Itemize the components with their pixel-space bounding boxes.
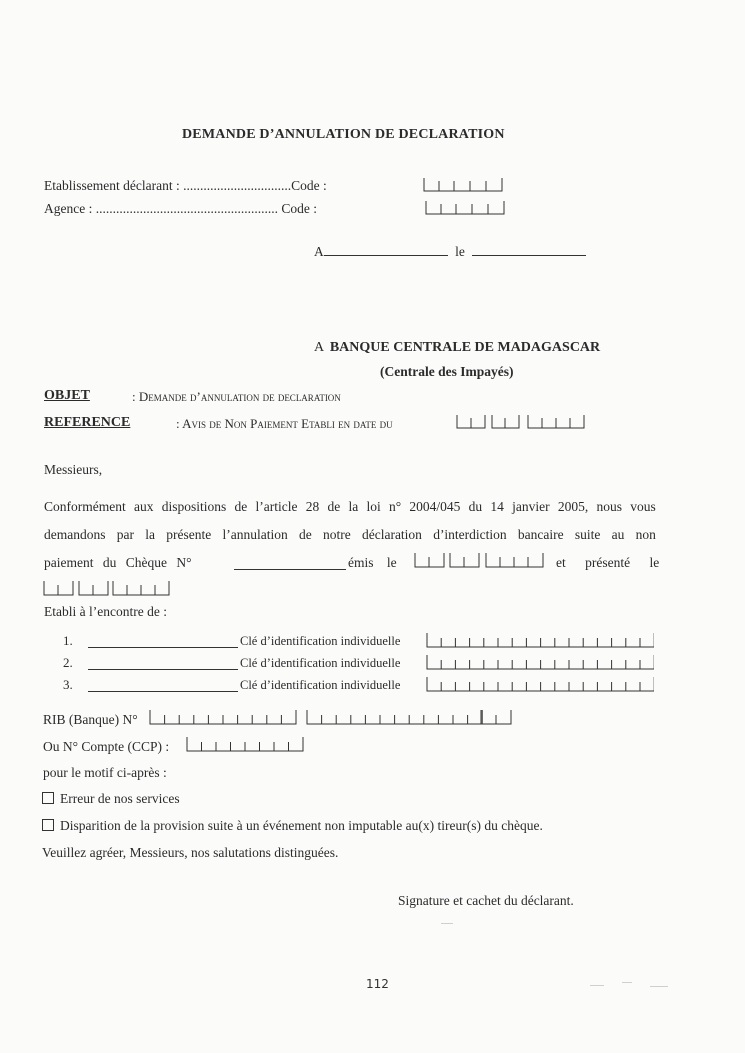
option-1-checkbox[interactable] <box>42 792 54 804</box>
scan-mark <box>590 985 604 986</box>
item-2-name-field[interactable] <box>88 657 238 670</box>
agence-code-boxes[interactable] <box>425 199 505 219</box>
objet-label: OBJET <box>44 388 90 403</box>
place-date-row <box>314 243 586 260</box>
item-1-number: 1. <box>63 633 73 648</box>
paragraph-word: notre <box>322 527 351 542</box>
etabli-label: Etabli à l’encontre de : <box>44 604 167 619</box>
ccp-boxes[interactable] <box>186 735 306 756</box>
rib-label: RIB (Banque) N° <box>43 712 138 727</box>
emis-date-boxes[interactable] <box>414 551 546 572</box>
paragraph-word: la <box>145 527 155 542</box>
item-3-cle-label: Clé d’identification individuelle <box>240 678 401 692</box>
reference-date-boxes[interactable] <box>456 413 586 433</box>
paragraph-word: non <box>635 527 656 542</box>
item-2-number: 2. <box>63 655 73 670</box>
scan-mark <box>622 982 632 983</box>
paragraph-word: par <box>116 527 134 542</box>
option-2-label: Disparition de la provision suite à un événement non imputable au(x) tireur(s) du chèque. <box>60 818 543 833</box>
paragraph-line-1 <box>44 499 656 515</box>
etablissement-label: Etablissement déclarant : <box>44 178 180 193</box>
item-3-number: 3. <box>63 677 73 692</box>
date-field[interactable] <box>472 243 586 256</box>
recipient-department: (Centrale des Impayés) <box>380 364 514 379</box>
objet-value: : Demande d’annulation de declaration <box>132 389 341 404</box>
etablissement-field[interactable]: ................................ <box>183 178 292 193</box>
paragraph-word: dispositions <box>161 499 227 514</box>
option-1[interactable] <box>42 791 180 807</box>
etablissement-code-label: Code : <box>291 178 327 193</box>
paragraph-word: n° <box>389 499 402 514</box>
item-1-cle-label: Clé d’identification individuelle <box>240 634 401 648</box>
motif-label: pour le motif ci-après : <box>43 765 167 780</box>
paragraph-word: Conformément <box>44 499 126 514</box>
recipient-line <box>314 340 600 356</box>
paragraph-word: l’article <box>255 499 298 514</box>
paragraph-word: la <box>348 499 359 514</box>
paragraph-word: 28 <box>305 499 320 514</box>
item-1-name-field[interactable] <box>88 635 238 648</box>
option-2[interactable] <box>42 818 543 834</box>
rib-boxes[interactable] <box>149 708 515 729</box>
paragraph-word: d’interdiction <box>433 527 507 542</box>
paragraph-word: bancaire <box>517 527 564 542</box>
paragraph-word: 14 <box>490 499 504 514</box>
paragraph-word: 2005, <box>557 499 589 514</box>
cheque-number-field[interactable] <box>234 557 346 570</box>
closing-sentence: Veuillez agréer, Messieurs, nos salutations distinguées. <box>42 845 339 860</box>
etablissement-row <box>44 178 327 194</box>
paragraph-word: du <box>468 499 483 514</box>
reference-label: REFERENCE <box>44 415 131 430</box>
a-label: A <box>314 244 324 259</box>
salutation: Messieurs, <box>44 462 103 477</box>
option-1-label: Erreur de nos services <box>60 791 180 806</box>
paragraph-word: demandons <box>44 527 106 542</box>
agence-label: Agence : <box>44 201 93 216</box>
signature-label: Signature et cachet du déclarant. <box>398 893 574 908</box>
agence-code-label: Code : <box>281 201 317 216</box>
presente-date-boxes[interactable] <box>43 579 171 600</box>
paragraph-word: suite <box>574 527 601 542</box>
paragraph-word: nous <box>596 499 623 514</box>
paragraph-word: déclaration <box>361 527 422 542</box>
place-field[interactable] <box>324 243 448 256</box>
scan-mark <box>441 923 453 924</box>
ccp-label: Ou N° Compte (CCP) : <box>43 739 170 754</box>
paragraph-word: loi <box>366 499 381 514</box>
agence-row <box>44 201 317 217</box>
paragraph-word: de <box>298 527 312 542</box>
paragraph-word: 2004/045 <box>409 499 461 514</box>
reference-value: : Avis de Non Paiement Etabli en date du <box>176 416 393 431</box>
paragraph-word: au <box>611 527 625 542</box>
option-2-checkbox[interactable] <box>42 819 54 831</box>
paragraph-word: de <box>327 499 341 514</box>
paragraph-word: présente <box>166 527 212 542</box>
page-number: 112 <box>366 977 389 991</box>
paragraph-word: de <box>234 499 248 514</box>
paragraph-word: janvier <box>512 499 550 514</box>
cle-boxes-group[interactable] <box>426 631 654 697</box>
recipient-prefix: A <box>314 340 324 355</box>
item-3-name-field[interactable] <box>88 679 238 692</box>
scan-mark <box>650 986 668 987</box>
paragraph-word: aux <box>133 499 154 514</box>
agence-field[interactable]: ...................................................... <box>95 201 278 216</box>
cheque-number-label: paiement du Chèque N° <box>44 555 192 570</box>
paragraph-word: l’annulation <box>222 527 288 542</box>
page-title: DEMANDE D’ANNULATION DE DECLARATION <box>182 127 505 142</box>
recipient-name: BANQUE CENTRALE DE MADAGASCAR <box>329 340 601 355</box>
presente-le-label: et présenté le <box>556 555 660 570</box>
paragraph-word: vous <box>630 499 656 514</box>
paragraph-line-2 <box>44 527 656 543</box>
item-2-cle-label: Clé d’identification individuelle <box>240 656 401 670</box>
le-label: le <box>455 244 465 259</box>
emis-le-label: émis le <box>348 555 397 570</box>
etablissement-code-boxes[interactable] <box>423 176 503 196</box>
